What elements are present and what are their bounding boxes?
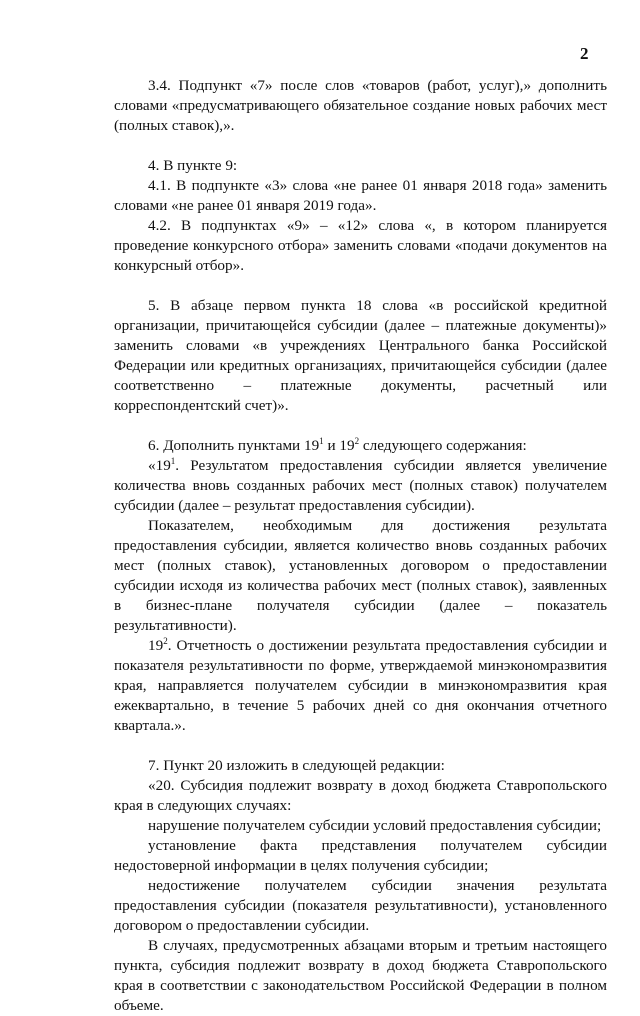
paragraph-19-2 [114,636,607,736]
paragraph-case-3: недостижение получателем субсидии значения результата предоставления субсидии (показателя результативности), установленного договором о предоставлении субсидии. [114,877,607,934]
paragraph-19-1-text-b: . Результатом предоставления субсидии является увеличение количества вновь созданных рабочих мест (полных ставок) получателем субсидии (далее – результат предоставления субсидии). [114,457,607,514]
page-number: 2 [580,44,589,63]
spacer [114,136,607,156]
paragraph-6-text-c: следующего содержания: [359,437,527,454]
spacer [114,276,607,296]
spacer [114,736,607,756]
paragraph-6-text-b: и 19 [323,437,355,454]
paragraph-6-heading [114,436,607,456]
document-body [114,76,607,1016]
paragraph-6-text-a: 6. Дополнить пунктами 19 [148,437,320,454]
paragraph-final: В случаях, предусмотренных абзацами вторым и третьим настоящего пункта, субсидия подлежит возврату в доход бюджета Ставропольского края в соответствии с законодательством Российской Федерации в полном объеме. [114,937,607,1014]
paragraph-19-1-text-a: «19 [148,457,171,474]
superscript: 2 [163,636,168,646]
paragraph-4-heading: 4. В пункте 9: [148,157,238,174]
paragraph-19-2-text-a: 19 [148,637,164,654]
paragraph-5: 5. В абзаце первом пункта 18 слова «в российской кредитной организации, причитающейся субсидии (далее – платежные документы)» заменить словами «в учреждениях Центрального банка Российской Федерации или кредитных организациях, причитающейся субсидии (далее соответственно – платежные документы, расчетный или корреспондентский счет)». [114,297,607,414]
paragraph-4-2: 4.2. В подпунктах «9» – «12» слова «, в котором планируется проведение конкурсного отбора» заменить словами «подачи документов на конкурсный отбор». [114,217,607,274]
paragraph-19-1 [114,456,607,516]
superscript: 1 [319,436,324,446]
paragraph-indicator: Показателем, необходимым для достижения результата предоставления субсидии, является количество вновь созданных рабочих мест (полных ставок), установленных договором о предоставлении субсидии исходя из количества рабочих мест (полных ставок), заявленных в бизнес-плане получателя субсидии (далее – показатель результативности). [114,517,607,634]
paragraph-case-1: нарушение получателем субсидии условий предоставления субсидии; [148,817,602,834]
paragraph-case-2: установление факта представления получателем субсидии недостоверной информации в целях получения субсидии; [114,837,607,874]
paragraph-19-2-text-b: . Отчетность о достижении результата предоставления субсидии и показателя результативности по форме, утверждаемой минэкономразвития края, направляется получателем субсидии в минэкономразвития края ежеквартально, в течение 5 рабочих дней со дня окончания отчетного квартала.». [114,637,607,734]
superscript: 1 [170,456,176,466]
superscript: 2 [354,436,360,446]
paragraph-4-1: 4.1. В подпункте «3» слова «не ранее 01 января 2018 года» заменить словами «не ранее 01 января 2019 года». [114,177,607,214]
spacer [114,416,607,436]
paragraph-7-heading: 7. Пункт 20 изложить в следующей редакции: [148,757,445,774]
paragraph-20: «20. Субсидия подлежит возврату в доход бюджета Ставропольского края в следующих случаях: [114,777,607,814]
paragraph-3-4: 3.4. Подпункт «7» после слов «товаров (работ, услуг),» дополнить словами «предусматривающего обязательное создание новых рабочих мест (полных ставок),». [114,77,607,134]
